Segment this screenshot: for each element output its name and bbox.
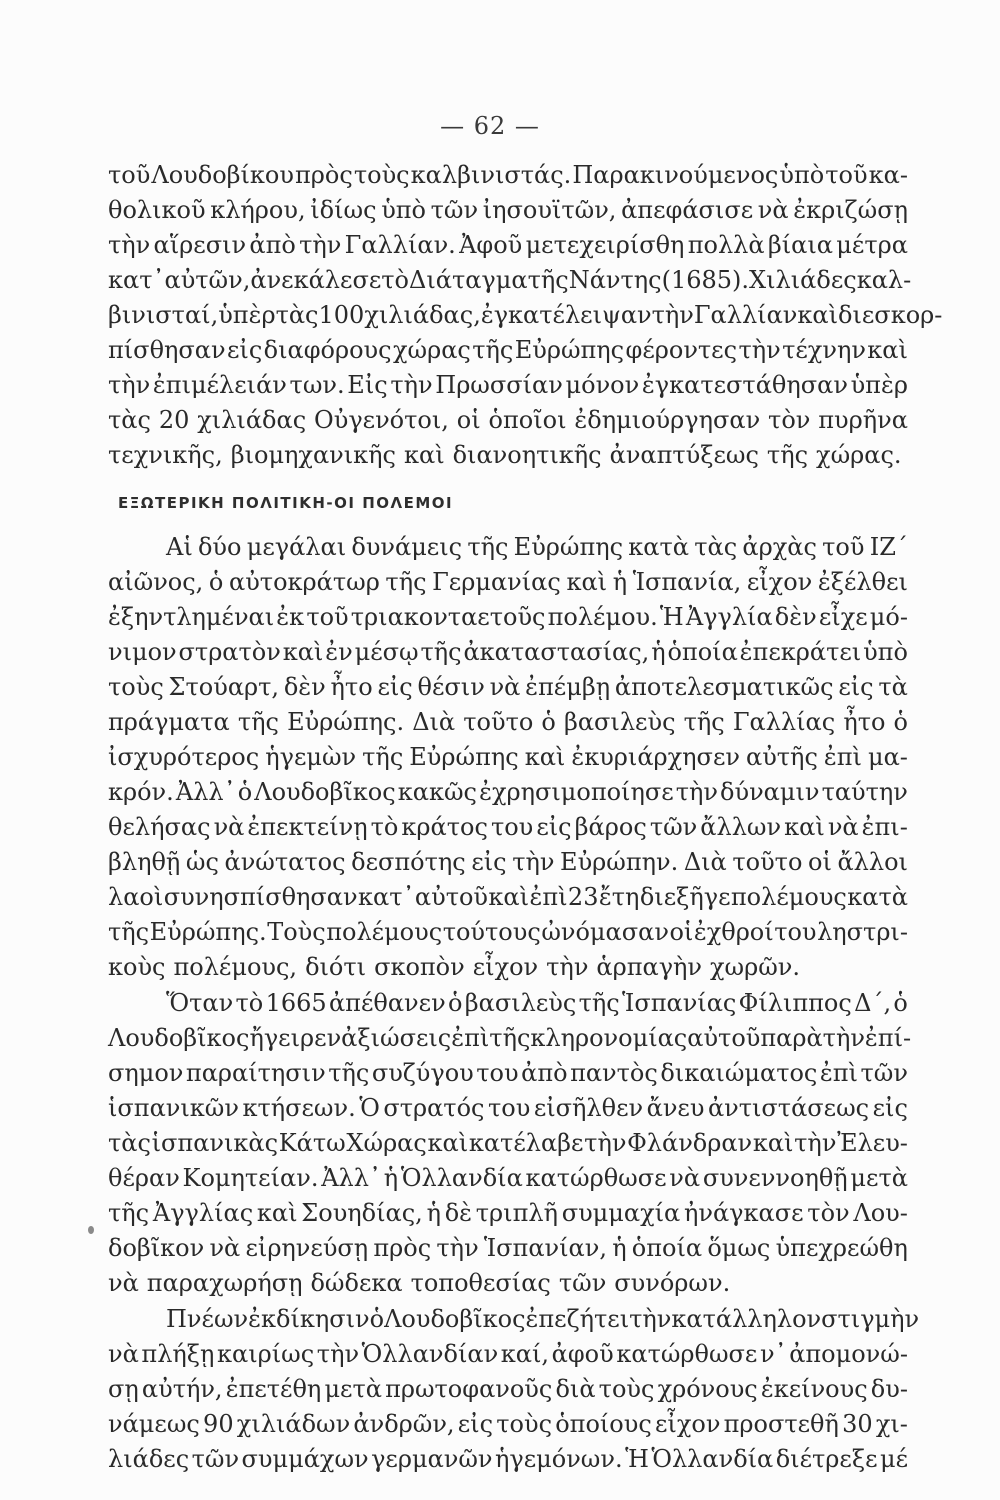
text-line: κατ᾽ αὐτῶν, ἀνεκάλεσε τὸ Διάταγμα τῆς Νάντης (1685). Χιλιάδες καλ- (108, 266, 912, 294)
text-line: λαοὶ συνησπίσθησαν κατ᾽ αὐτοῦ καὶ ἐπὶ 23 ἔτη διεξῆγε πολέμους κατὰ (108, 883, 908, 911)
paragraph-3 (108, 1302, 920, 1477)
text-line: βινισταί, ὑπὲρ τὰς 100 χιλιάδας, ἐγκατέλειψαν τὴν Γαλλίαν καὶ διεσκορ- (108, 301, 943, 329)
text-line: Πνέων ἐκδίκησιν ὁ Λουδοβῖκος ἐπεζήτει τὴν κατάλληλον στιγμὴν (166, 1305, 920, 1333)
text-line: ἐξηντλημέναι ἐκ τοῦ τριακονταετοῦς πολέμου. Ἡ Ἀγγλία δὲν εἶχε μό- (108, 603, 908, 631)
text-line: θολικοῦ κλήρου, ἰδίως ὑπὸ τῶν ἰησουϊτῶν, ἀπεφάσισε νὰ ἐκριζώσῃ (108, 196, 908, 224)
text-line: θελήσας νὰ ἐπεκτείνῃ τὸ κράτος του εἰς βάρος τῶν ἄλλων καὶ νὰ ἐπι- (108, 813, 908, 841)
text-line: Ὅταν τὸ 1665 ἀπέθανεν ὁ βασιλεὺς τῆς Ἱσπανίας Φίλιππος Δ´, ὁ (166, 989, 908, 1017)
paragraph-1 (108, 530, 908, 985)
text-line: ἰσχυρότερος ἡγεμὼν τῆς Εὐρώπης καὶ ἐκυριάρχησεν αὐτῆς ἐπὶ μα- (108, 743, 908, 771)
text-line: τὴν αἵρεσιν ἀπὸ τὴν Γαλλίαν. Ἀφοῦ μετεχειρίσθη πολλὰ βίαια μέτρα (108, 231, 908, 259)
text-line: Αἱ δύο μεγάλαι δυνάμεις τῆς Εὐρώπης κατὰ τὰς ἀρχὰς τοῦ ΙΖ´ (166, 533, 908, 561)
text-line: νὰ παραχωρήσῃ δώδεκα τοποθεσίας τῶν συνόρων. (108, 1269, 731, 1297)
section-heading: ΕΞΩΤΕΡΙΚΗ ΠΟΛΙΤΙΚΗ-ΟΙ ΠΟΛΕΜΟΙ (118, 494, 454, 512)
text-line: τὰς 20 χιλιάδας Οὐγενότοι, οἱ ὁποῖοι ἐδημιούργησαν τὸν πυρῆνα (108, 406, 908, 434)
text-line: δοβῖκον νὰ εἰρηνεύσῃ πρὸς τὴν Ἱσπανίαν, ἡ ὁποία ὅμως ὑπεχρεώθη (108, 1234, 908, 1262)
text-line: τεχνικῆς, βιομηχανικῆς καὶ διανοητικῆς ἀναπτύξεως τῆς χώρας. (108, 441, 902, 469)
ink-spot (88, 1226, 94, 1234)
text-line: νιμον στρατὸν καὶ ἐν μέσῳ τῆς ἀκαταστασίας, ἡ ὁποία ἐπεκράτει ὑπὸ (108, 638, 908, 666)
text-line: τοὺς Στούαρτ, δὲν ἦτο εἰς θέσιν νὰ ἐπέμβῃ ἀποτελεσματικῶς εἰς τὰ (108, 673, 908, 701)
text-line: αἰῶνος, ὁ αὐτοκράτωρ τῆς Γερμανίας καὶ ἡ Ἱσπανία, εἶχον ἐξέλθει (108, 568, 908, 596)
text-line: νὰ πλήξῃ καιρίως τὴν Ὁλλανδίαν καί, ἀφοῦ κατώρθωσε ν᾽ ἀπομονώ- (108, 1340, 908, 1368)
text-line: τὰς ἱσπανικὰς Κάτω Χώρας καὶ κατέλαβε τὴν Φλάνδραν καὶ τὴν Ἐλευ- (108, 1129, 908, 1157)
paragraph-2 (108, 986, 912, 1301)
text-line: σῃ αὐτήν, ἐπετέθη μετὰ πρωτοφανοῦς διὰ τοὺς χρόνους ἐκείνους δυ- (108, 1375, 908, 1403)
text-line: θέραν Κομητείαν. Ἀλλ᾽ ἡ Ὁλλανδία κατώρθωσε νὰ συνεννοηθῇ μετὰ (108, 1164, 908, 1192)
text-line: νάμεως 90 χιλιάδων ἀνδρῶν, εἰς τοὺς ὁποίους εἶχον προστεθῆ 30 χι- (108, 1410, 908, 1438)
text-line: ἱσπανικῶν κτήσεων. Ὁ στρατός του εἰσῆλθεν ἄνευ ἀντιστάσεως εἰς (108, 1094, 908, 1122)
text-line: σημον παραίτησιν τῆς συζύγου του ἀπὸ παντὸς δικαιώματος ἐπὶ τῶν (108, 1059, 908, 1087)
text-line: λιάδες τῶν συμμάχων γερμανῶν ἡγεμόνων. Ἡ Ὁλλανδία διέτρεξε μέ (108, 1445, 908, 1473)
text-line: πράγματα τῆς Εὐρώπης. Διὰ τοῦτο ὁ βασιλεὺς τῆς Γαλλίας ἦτο ὁ (108, 708, 908, 736)
text-line: βληθῇ ὡς ἀνώτατος δεσπότης εἰς τὴν Εὐρώπην. Διὰ τοῦτο οἱ ἄλλοι (108, 848, 908, 876)
text-line: τὴν ἐπιμέλειάν των. Εἰς τὴν Πρωσσίαν μόνον ἐγκατεστάθησαν ὑπὲρ (108, 371, 908, 399)
text-line: κρόν. Ἀλλ᾽ ὁ Λουδοβῖκος κακῶς ἐχρησιμοποίησε τὴν δύναμιν ταύτην (108, 778, 908, 806)
text-line: τῆς Εὐρώπης. Τοὺς πολέμους τούτους ὠνόμασαν οἱ ἐχθροί του ληστρι- (108, 918, 908, 946)
text-line: Λουδοβῖκος ἤγειρεν ἀξιώσεις ἐπὶ τῆς κληρονομίας αὐτοῦ παρὰ τὴν ἐπί- (108, 1024, 912, 1052)
text-line: τῆς Ἀγγλίας καὶ Σουηδίας, ἡ δὲ τριπλῆ συμμαχία ἠνάγκασε τὸν Λου- (108, 1199, 908, 1227)
text-line: κοὺς πολέμους, διότι σκοπὸν εἶχον τὴν ἁρπαγὴν χωρῶν. (108, 953, 801, 981)
page-number: — 62 — (440, 112, 540, 140)
text-line: πίσθησαν εἰς διαφόρους χώρας τῆς Εὐρώπης φέροντες τὴν τέχνην καὶ (108, 336, 908, 364)
intro-text (108, 158, 943, 473)
text-line: τοῦ Λουδοβίκου πρὸς τοὺς καλβινιστάς. Παρακινούμενος ὑπὸ τοῦ κα- (108, 161, 908, 189)
